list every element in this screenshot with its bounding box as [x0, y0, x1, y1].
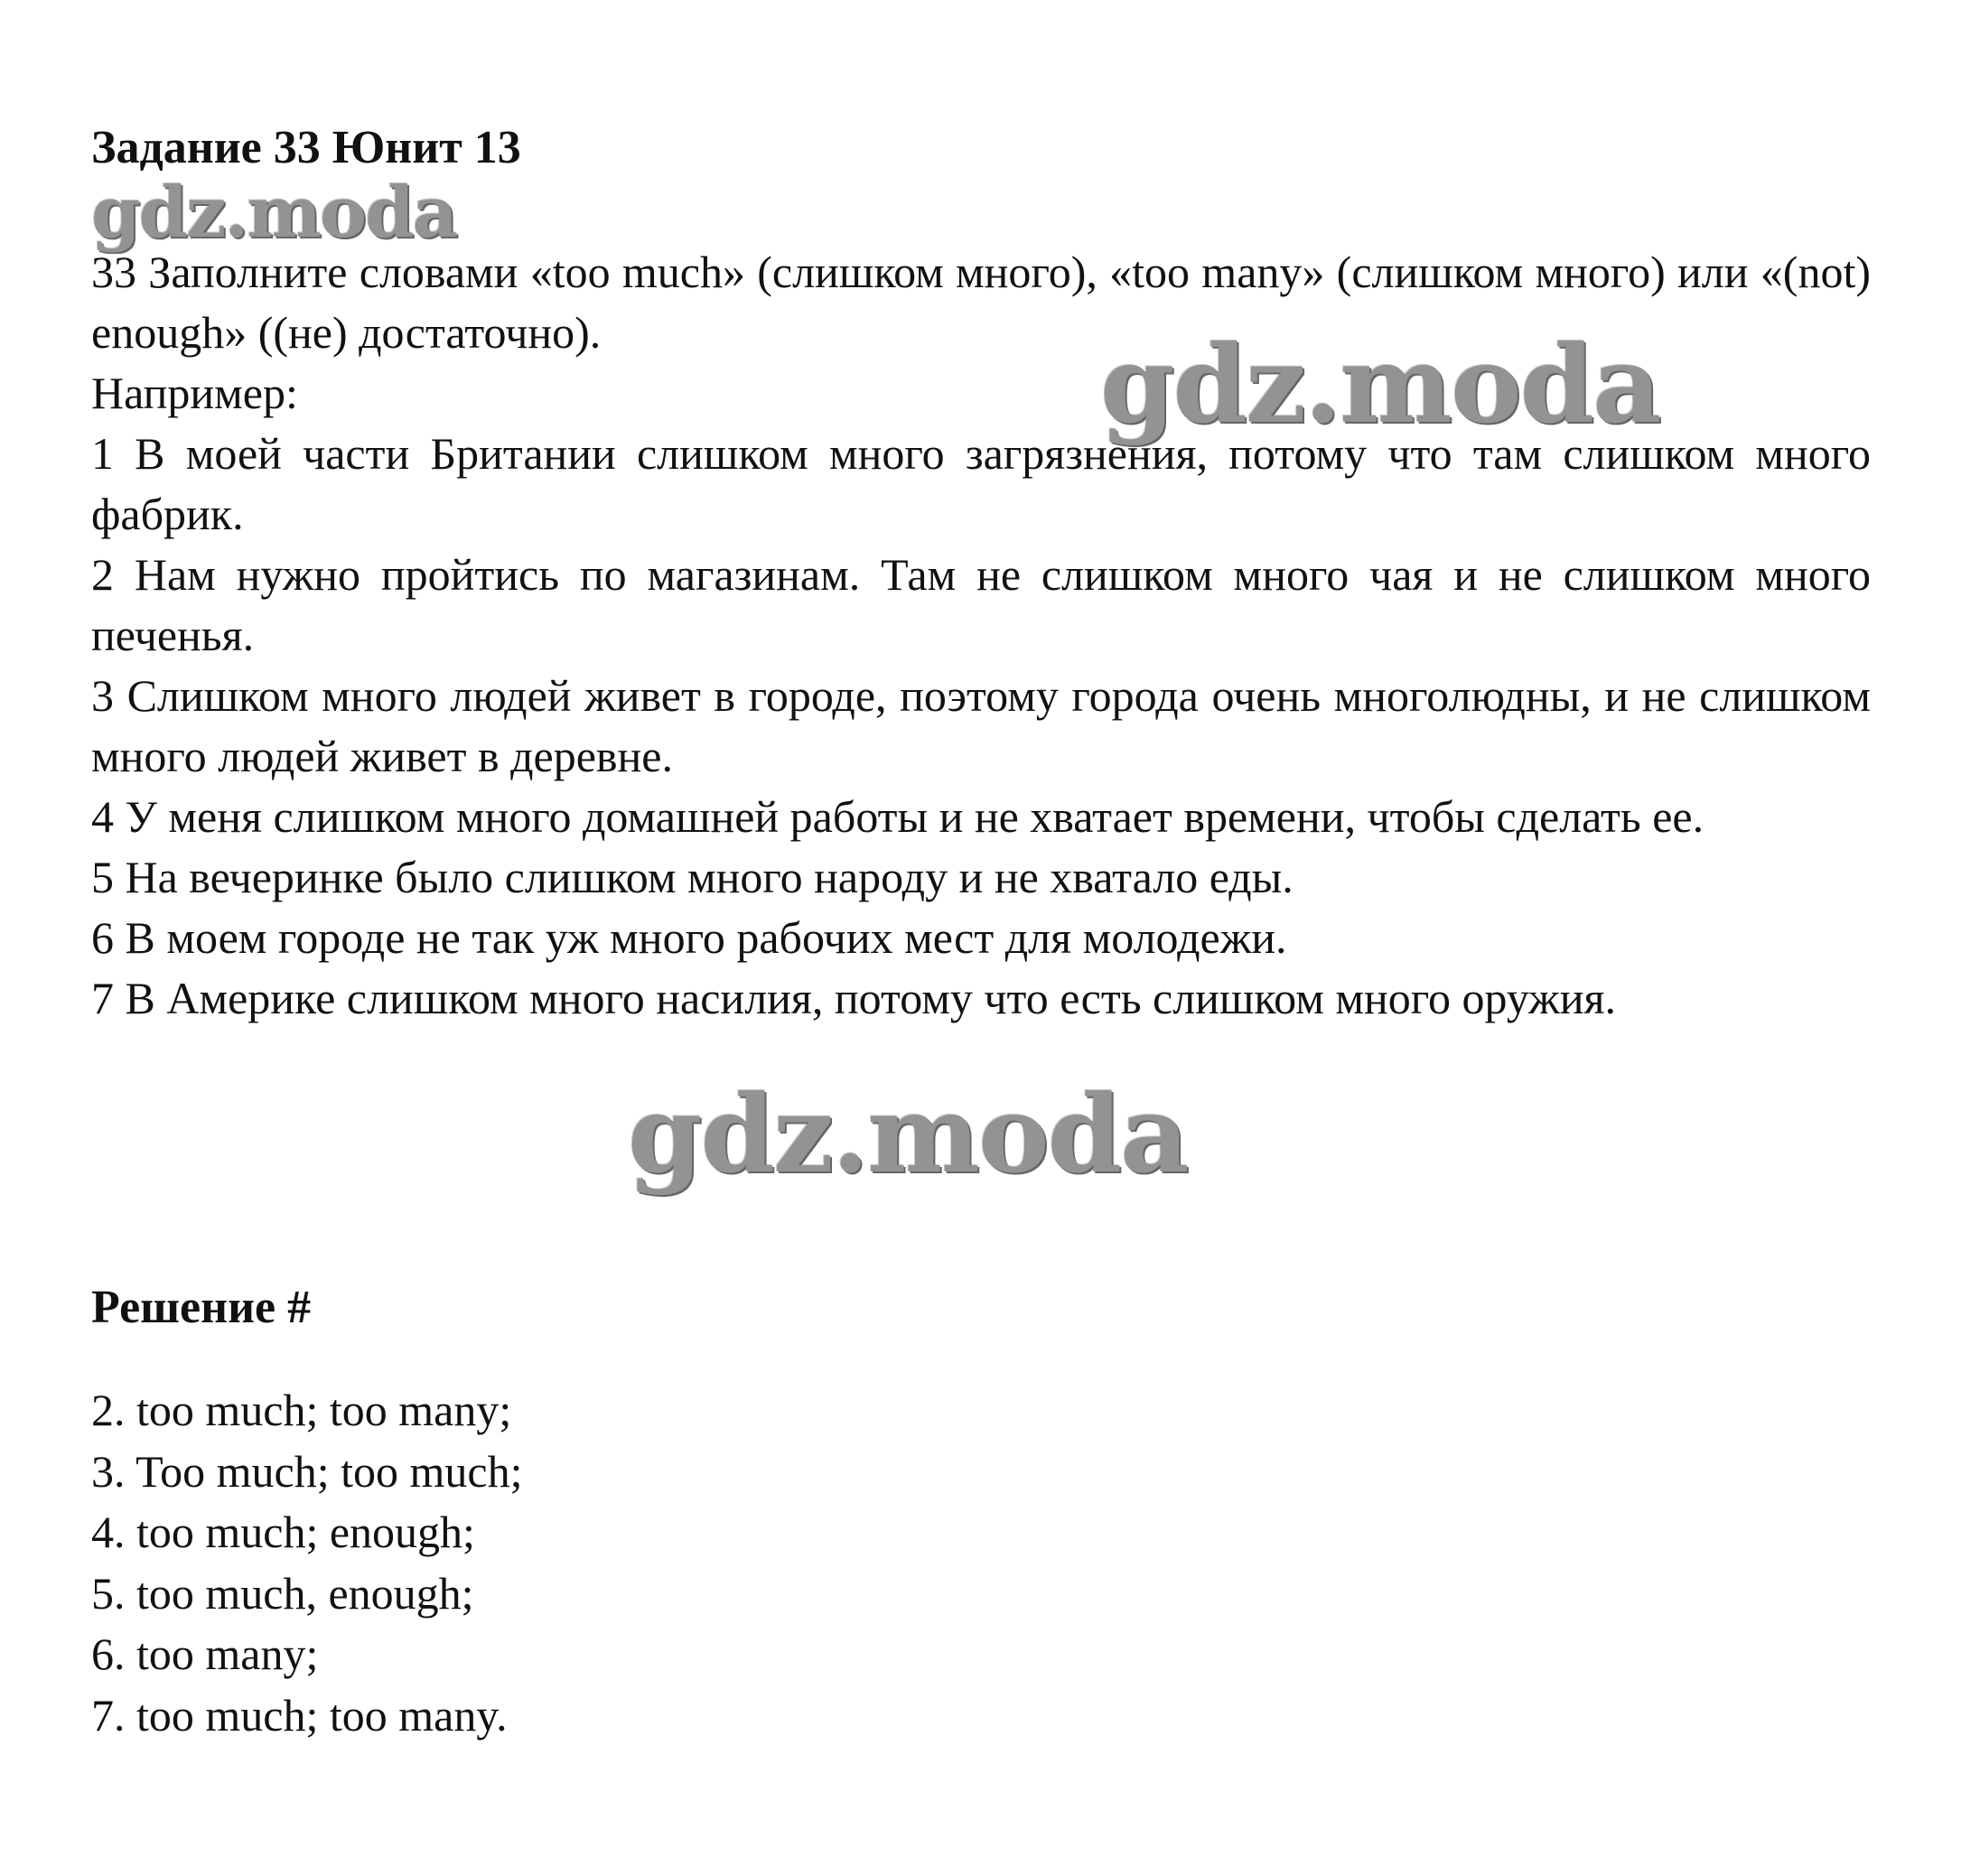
- answers-list: [91, 1380, 523, 1746]
- answer-item: 7. too much; too many.: [91, 1689, 508, 1741]
- answer-item: 6. too many;: [91, 1629, 319, 1679]
- answer-item: 2. too much; too many;: [91, 1385, 512, 1435]
- task-item-4: 4 У меня слишком много домашней работы и не хватает времени, чтобы сделать ее.: [91, 791, 1704, 842]
- solution-title: Решение #: [91, 1282, 312, 1333]
- watermark-logo: gdz.moda: [1100, 322, 1660, 447]
- task-item-2: 2 Нам нужно пройтись по магазинам. Там не слишком много чая и не слишком много печенья.: [91, 549, 1871, 660]
- answer-item: 4. too much; enough;: [91, 1507, 475, 1557]
- answer-item: 3. Too much; too much;: [91, 1445, 523, 1497]
- task-item-5: 5 На вечеринке было слишком много народу и не хватало еды.: [91, 852, 1294, 902]
- example-label: Например:: [91, 368, 298, 418]
- task-item-6: 6 В моем городе не так уж много рабочих мест для молодежи.: [91, 912, 1287, 963]
- task-item-1: 1 В моей части Британии слишком много загрязнения, потому что там слишком много фабрик.: [91, 428, 1871, 539]
- task-item-7: 7 В Америке слишком много насилия, потому что есть слишком много оружия.: [91, 973, 1616, 1023]
- page-title: Задание 33 Юнит 13: [91, 122, 521, 173]
- task-instruction: 33 Заполните словами «too much» (слишком много), «too many» (слишком много) или «(not) enough» ((не) достаточно).: [91, 247, 1871, 358]
- task-item-3: 3 Слишком много людей живет в городе, поэтому города очень многолюдны, и не слишком много людей живет в деревне.: [91, 670, 1871, 781]
- watermark-logo: gdz.moda: [628, 1071, 1188, 1197]
- watermark-logo: gdz.moda: [91, 172, 457, 254]
- answer-item: 5. too much, enough;: [91, 1567, 474, 1619]
